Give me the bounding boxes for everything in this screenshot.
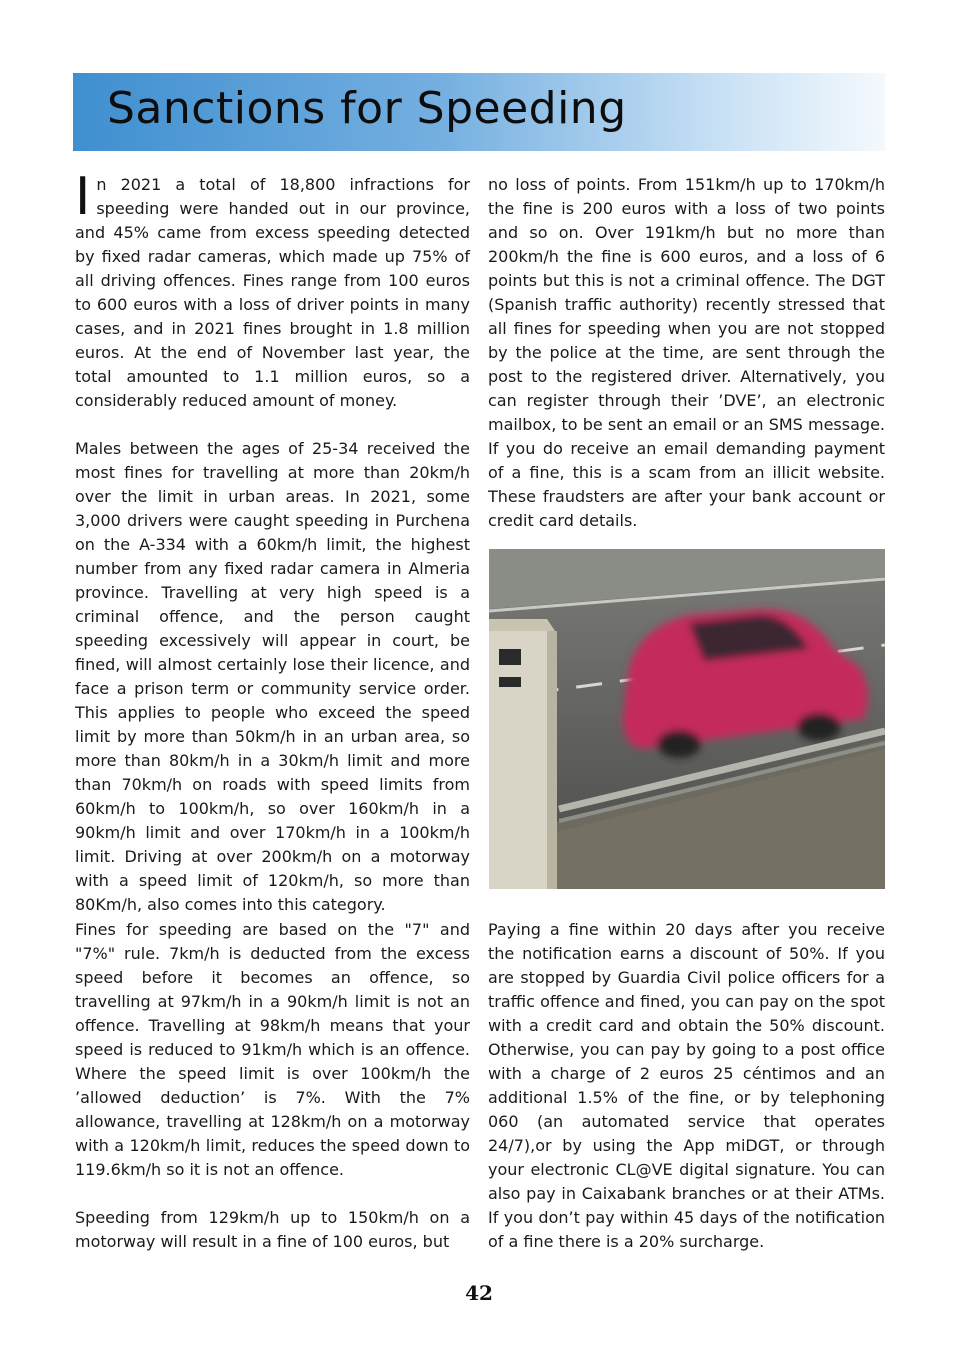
article-column-top-left bbox=[75, 167, 470, 917]
radar-lens bbox=[499, 649, 521, 665]
paragraph-fines-and-scams: no loss of points. From 151km/h up to 170km/h the fine is 200 euros with a loss of two points and so on. Over 191km/h but no more than 200km/h the fine is 600 euros, and a loss of 6 points but this is not a criminal offence. The DGT (Spanish traffic authority) recently stressed that all fines for speeding when you are not stopped by the police at the time, are sent through the post to the registered driver. Alternatively, you can register through their ’DVE’, an electronic mailbox, to be sent an email or an SMS message. If you do receive an email demanding payment of a fine, this is a scam from an illicit website. These fraudsters are after your bank account or credit card details. bbox=[488, 175, 885, 530]
paragraph-criminal-offence: Males between the ages of 25-34 received the most fines for travelling at more than 20km/h over the limit in urban areas. In 2021, some 3,000 drivers were caught speeding in Purchena on the A-334 with a 60km/h limit, the highest number from any fixed radar camera in Almeria province. Travelling at very high speed is a criminal offence, and the person caught speeding excessively will appear in court, be fined, will almost certainly lose their licence, and face a prison term or community service order. This applies to people who exceed the speed limit by more than 50km/h in an urban area, so more than 80km/h in a 30km/h limit and more than 70km/h on roads with speed limits from 60km/h to 100km/h, so over 160km/h in a 90km/h limit and over 170km/h in a 100km/h limit. Driving at over 200km/h on a motorway with a speed limit of 120km/h, so more than 80Km/h, also comes into this category. bbox=[75, 439, 470, 914]
paragraph-speeding-fine: Speeding from 129km/h up to 150km/h on a motorway will result in a fine of 100 euros, but bbox=[75, 1208, 470, 1251]
article-column-top-right bbox=[488, 173, 885, 533]
paragraph-payment: Paying a fine within 20 days after you receive the notification earns a discount of 50%. If you are stopped by Guardia Civil police officers for a traffic offence and fined, you can pay on the spot with a credit card and obtain the 50% discount. Otherwise, you can pay by going to a post office with a charge of 2 euros 25 céntimos and an additional 1.5% of the fine, or by telephoning 060 (an automated service that operates 24/7),or by using the App miDGT, or through your electronic CL@VE digital signature. You can also pay in Caixabank branches or at their ATMs. If you don’t pay within 45 days of the notification of a fine there is a 20% surcharge. bbox=[488, 920, 885, 1251]
radar-box-side bbox=[547, 631, 557, 889]
radar-box-top bbox=[489, 619, 555, 631]
speed-camera-photo bbox=[489, 549, 885, 889]
radar-flash bbox=[499, 677, 521, 687]
page-number: 42 bbox=[465, 1281, 493, 1305]
speed-camera-illustration bbox=[489, 549, 885, 889]
title-banner bbox=[73, 73, 885, 151]
paragraph-seven-rule: Fines for speeding are based on the "7" and "7%" rule. 7km/h is deducted from the excess speed before it becomes an offence, so travelling at 97km/h in a 90km/h limit is not an offence. Travelling at 98km/h means that your speed is reduced to 91km/h which is an offence. Where the speed limit is over 100km/h the ’allowed deduction’ is 7%. With the 7% allowance, travelling at 128km/h on a motorway with a 120km/h limit, reduces the speed down to 119.6km/h so it is not an offence. bbox=[75, 920, 470, 1179]
drop-cap: I bbox=[75, 167, 91, 227]
article-column-bottom-right bbox=[488, 918, 885, 1254]
article-column-bottom-left bbox=[75, 918, 470, 1254]
paragraph-intro-text: n 2021 a total of 18,800 infractions for speeding were handed out in our province, and 45% came from excess speeding detected by fixed radar cameras, which made up 75% of all driving offences. Fines range from 100 euros to 600 euros with a loss of driver points in many cases, and in 2021 fines brought in 1.8 million euros. At the end of November last year, the total amounted to 1.1 million euros, so a considerably reduced amount of money. bbox=[75, 175, 470, 410]
paragraph-intro bbox=[75, 167, 470, 413]
page-title: Sanctions for Speeding bbox=[107, 83, 627, 134]
